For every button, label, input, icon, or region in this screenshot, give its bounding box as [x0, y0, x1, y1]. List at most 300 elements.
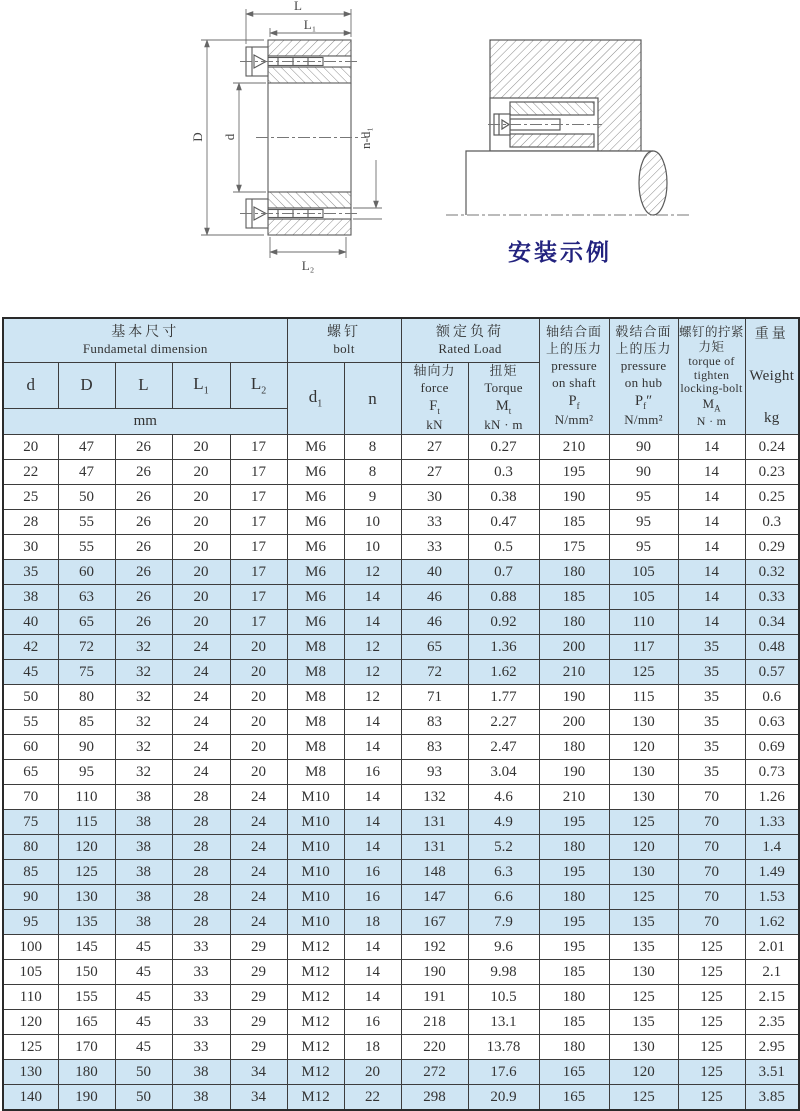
table-cell: 30 [3, 535, 58, 560]
table-cell: 38 [172, 1060, 230, 1085]
table-cell: 105 [3, 960, 58, 985]
table-cell: 2.1 [745, 960, 799, 985]
table-cell: 14 [344, 785, 401, 810]
table-cell: 105 [609, 560, 678, 585]
table-cell: 0.24 [745, 435, 799, 460]
table-cell: M6 [287, 560, 344, 585]
table-cell: 24 [230, 835, 287, 860]
table-cell: 46 [401, 610, 468, 635]
table-row [3, 635, 799, 660]
table-cell: 2.15 [745, 985, 799, 1010]
table-row [3, 560, 799, 585]
table-cell: 20.9 [468, 1085, 539, 1111]
table-cell: 65 [401, 635, 468, 660]
table-cell: 20 [172, 560, 230, 585]
table-cell: 20 [344, 1060, 401, 1085]
table-cell: 180 [58, 1060, 115, 1085]
table-cell: 131 [401, 810, 468, 835]
table-cell: 120 [58, 835, 115, 860]
table-row [3, 735, 799, 760]
table-cell: 20 [172, 535, 230, 560]
table-cell: 2.35 [745, 1010, 799, 1035]
table-cell: 16 [344, 885, 401, 910]
table-cell: 0.27 [468, 435, 539, 460]
header-bolt: 螺钉 bolt [287, 318, 401, 363]
table-cell: 185 [539, 510, 609, 535]
table-cell: 0.38 [468, 485, 539, 510]
table-cell: 14 [344, 985, 401, 1010]
table-cell: 29 [230, 1010, 287, 1035]
table-cell: 13.78 [468, 1035, 539, 1060]
table-cell: 192 [401, 935, 468, 960]
spec-table-container [2, 317, 798, 1111]
table-row [3, 885, 799, 910]
table-cell: 10 [344, 510, 401, 535]
table-cell: 120 [3, 1010, 58, 1035]
table-row [3, 535, 799, 560]
header-weight: 重量 Weight kg [745, 318, 799, 435]
table-cell: 120 [609, 835, 678, 860]
table-cell: M12 [287, 1010, 344, 1035]
table-cell: M12 [287, 960, 344, 985]
label-n-d1: n-d₁ [358, 127, 373, 149]
table-cell: 130 [609, 760, 678, 785]
table-cell: M6 [287, 485, 344, 510]
table-cell: 125 [58, 860, 115, 885]
table-cell: 135 [609, 1010, 678, 1035]
table-cell: 125 [609, 885, 678, 910]
table-cell: 22 [344, 1085, 401, 1111]
table-cell: 1.62 [468, 660, 539, 685]
table-cell: 45 [3, 660, 58, 685]
table-cell: 1.26 [745, 785, 799, 810]
col-D: D [58, 363, 115, 409]
table-cell: 1.36 [468, 635, 539, 660]
table-cell: 32 [115, 685, 172, 710]
col-d1: $d_1$ [287, 363, 344, 435]
table-cell: 130 [609, 960, 678, 985]
drawing-caption: 安装示例 [508, 240, 612, 265]
table-cell: 70 [678, 785, 745, 810]
table-cell: 55 [3, 710, 58, 735]
table-cell: 80 [58, 685, 115, 710]
table-cell: 38 [115, 910, 172, 935]
table-cell: 210 [539, 785, 609, 810]
header-pressure-on-hub: 毂结合面 上的压力 pressure on hub $P_f''$ N/mm² [609, 318, 678, 435]
table-cell: 180 [539, 985, 609, 1010]
table-cell: 14 [344, 810, 401, 835]
table-cell: 20 [172, 485, 230, 510]
table-cell: 180 [539, 735, 609, 760]
label-L2: L₂ [301, 258, 315, 273]
table-cell: 60 [3, 735, 58, 760]
table-cell: 14 [344, 735, 401, 760]
table-cell: 130 [58, 885, 115, 910]
table-cell: 22 [3, 460, 58, 485]
table-cell: 0.69 [745, 735, 799, 760]
table-cell: 24 [172, 735, 230, 760]
table-cell: 117 [609, 635, 678, 660]
table-cell: M8 [287, 760, 344, 785]
table-cell: 26 [115, 460, 172, 485]
table-cell: 1.33 [745, 810, 799, 835]
table-cell: M6 [287, 535, 344, 560]
table-cell: 45 [115, 960, 172, 985]
table-cell: M10 [287, 785, 344, 810]
table-cell: 29 [230, 960, 287, 985]
drawing-installation-example [438, 8, 768, 276]
table-cell: 24 [230, 860, 287, 885]
table-cell: 135 [58, 910, 115, 935]
table-cell: 0.23 [745, 460, 799, 485]
table-cell: 130 [609, 860, 678, 885]
table-cell: 14 [678, 535, 745, 560]
table-cell: 130 [609, 785, 678, 810]
table-cell: 0.34 [745, 610, 799, 635]
table-row [3, 685, 799, 710]
table-cell: 95 [609, 535, 678, 560]
table-cell: 75 [3, 810, 58, 835]
table-cell: 0.73 [745, 760, 799, 785]
table-cell: 40 [3, 610, 58, 635]
table-cell: 14 [678, 610, 745, 635]
table-cell: 110 [58, 785, 115, 810]
table-row [3, 510, 799, 535]
col-L1: $L_1$ [172, 363, 230, 409]
header-basic-dimension: 基本尺寸 Fundametal dimension [3, 318, 287, 363]
table-cell: M10 [287, 860, 344, 885]
table-cell: M8 [287, 710, 344, 735]
table-cell: 1.49 [745, 860, 799, 885]
table-cell: 16 [344, 1010, 401, 1035]
table-cell: 32 [115, 635, 172, 660]
table-cell: 17 [230, 560, 287, 585]
table-cell: 80 [3, 835, 58, 860]
table-cell: 42 [3, 635, 58, 660]
table-cell: 17 [230, 485, 287, 510]
table-cell: 140 [3, 1085, 58, 1111]
table-cell: 95 [609, 510, 678, 535]
col-d: d [3, 363, 58, 409]
table-cell: 38 [115, 860, 172, 885]
table-cell: 25 [3, 485, 58, 510]
table-cell: 93 [401, 760, 468, 785]
table-cell: 24 [230, 785, 287, 810]
table-cell: 29 [230, 1035, 287, 1060]
table-cell: 125 [678, 1010, 745, 1035]
table-cell: 45 [115, 935, 172, 960]
table-cell: 190 [401, 960, 468, 985]
table-cell: 125 [609, 810, 678, 835]
table-cell: M12 [287, 985, 344, 1010]
table-cell: 298 [401, 1085, 468, 1111]
table-cell: 6.3 [468, 860, 539, 885]
table-cell: M8 [287, 635, 344, 660]
table-cell: 90 [609, 435, 678, 460]
table-cell: 95 [58, 760, 115, 785]
table-cell: 0.32 [745, 560, 799, 585]
table-cell: 0.88 [468, 585, 539, 610]
table-cell: 125 [678, 985, 745, 1010]
table-cell: 2.01 [745, 935, 799, 960]
table-cell: 28 [172, 810, 230, 835]
table-cell: 0.25 [745, 485, 799, 510]
table-cell: 20 [3, 435, 58, 460]
table-cell: 27 [401, 435, 468, 460]
table-cell: 24 [230, 910, 287, 935]
table-cell: 200 [539, 710, 609, 735]
table-cell: 190 [539, 485, 609, 510]
table-cell: 8 [344, 460, 401, 485]
table-cell: 26 [115, 435, 172, 460]
table-cell: M8 [287, 735, 344, 760]
table-cell: 100 [3, 935, 58, 960]
table-cell: 125 [609, 985, 678, 1010]
table-cell: 14 [678, 460, 745, 485]
table-cell: 90 [58, 735, 115, 760]
table-cell: 20 [172, 435, 230, 460]
table-cell: 125 [609, 1085, 678, 1111]
table-cell: 0.33 [745, 585, 799, 610]
table-cell: 20 [230, 735, 287, 760]
table-cell: 95 [3, 910, 58, 935]
table-cell: 20 [172, 460, 230, 485]
table-row [3, 660, 799, 685]
table-cell: 14 [344, 585, 401, 610]
table-cell: M12 [287, 1060, 344, 1085]
table-cell: 131 [401, 835, 468, 860]
table-cell: M12 [287, 935, 344, 960]
table-cell: 130 [609, 1035, 678, 1060]
table-cell: 115 [609, 685, 678, 710]
table-cell: 24 [172, 660, 230, 685]
table-cell: 190 [539, 760, 609, 785]
table-cell: 0.92 [468, 610, 539, 635]
table-cell: 72 [401, 660, 468, 685]
label-D: D [190, 132, 205, 142]
unit-mm: mm [3, 408, 287, 434]
table-cell: 125 [678, 960, 745, 985]
table-cell: 35 [678, 635, 745, 660]
label-L: L [294, 0, 302, 13]
table-cell: 17 [230, 610, 287, 635]
table-cell: 185 [539, 960, 609, 985]
table-cell: M8 [287, 660, 344, 685]
table-cell: 20 [230, 635, 287, 660]
table-cell: 125 [678, 1035, 745, 1060]
spec-table-body [3, 435, 799, 1111]
table-cell: 3.04 [468, 760, 539, 785]
table-row [3, 1010, 799, 1035]
table-cell: 0.47 [468, 510, 539, 535]
table-cell: 34 [230, 1085, 287, 1111]
table-cell: M6 [287, 585, 344, 610]
table-cell: 24 [230, 810, 287, 835]
table-cell: 40 [401, 560, 468, 585]
table-cell: 2.95 [745, 1035, 799, 1060]
table-cell: 28 [172, 860, 230, 885]
table-cell: 75 [58, 660, 115, 685]
table-cell: 35 [678, 760, 745, 785]
table-cell: M12 [287, 1035, 344, 1060]
table-cell: 14 [344, 960, 401, 985]
table-cell: 0.29 [745, 535, 799, 560]
table-cell: 20 [172, 585, 230, 610]
table-cell: 12 [344, 635, 401, 660]
col-axial-force: 轴向力 force $F_t$ kN [401, 363, 468, 435]
table-cell: 95 [609, 485, 678, 510]
col-torque: 扭矩 Torque $M_t$ kN · m [468, 363, 539, 435]
table-cell: 32 [115, 735, 172, 760]
table-cell: 20 [230, 660, 287, 685]
table-cell: 18 [344, 1035, 401, 1060]
table-cell: 195 [539, 935, 609, 960]
table-cell: 1.62 [745, 910, 799, 935]
table-cell: 24 [172, 685, 230, 710]
table-cell: 17 [230, 460, 287, 485]
table-cell: 180 [539, 610, 609, 635]
table-cell: 148 [401, 860, 468, 885]
table-cell: 26 [115, 510, 172, 535]
table-cell: 32 [115, 710, 172, 735]
table-row [3, 935, 799, 960]
table-cell: 46 [401, 585, 468, 610]
table-cell: 70 [678, 885, 745, 910]
table-cell: 13.1 [468, 1010, 539, 1035]
table-cell: 29 [230, 985, 287, 1010]
table-cell: 38 [115, 810, 172, 835]
table-cell: 20 [172, 610, 230, 635]
table-cell: 165 [539, 1060, 609, 1085]
table-row [3, 760, 799, 785]
table-cell: 17 [230, 510, 287, 535]
table-cell: 195 [539, 910, 609, 935]
table-cell: 55 [58, 510, 115, 535]
col-L2: $L_2$ [230, 363, 287, 409]
table-cell: 33 [172, 1035, 230, 1060]
table-cell: 35 [678, 685, 745, 710]
table-cell: 125 [678, 935, 745, 960]
table-cell: 175 [539, 535, 609, 560]
table-row [3, 1085, 799, 1111]
table-cell: 90 [3, 885, 58, 910]
table-cell: 65 [58, 610, 115, 635]
drawing-cross-section [188, 0, 412, 290]
table-cell: 24 [172, 710, 230, 735]
table-cell: 12 [344, 660, 401, 685]
table-cell: 4.9 [468, 810, 539, 835]
table-cell: 2.27 [468, 710, 539, 735]
shaft [466, 151, 667, 215]
table-cell: 14 [678, 585, 745, 610]
table-row [3, 835, 799, 860]
table-cell: 6.6 [468, 885, 539, 910]
table-cell: M6 [287, 460, 344, 485]
table-cell: 24 [172, 760, 230, 785]
table-cell: 165 [539, 1085, 609, 1111]
table-cell: 16 [344, 760, 401, 785]
table-cell: 72 [58, 635, 115, 660]
table-cell: 135 [609, 935, 678, 960]
table-cell: 0.6 [745, 685, 799, 710]
table-cell: 28 [172, 785, 230, 810]
table-cell: 120 [609, 1060, 678, 1085]
table-cell: 210 [539, 435, 609, 460]
table-cell: 38 [115, 835, 172, 860]
table-cell: 70 [678, 810, 745, 835]
table-cell: 28 [172, 885, 230, 910]
table-cell: 170 [58, 1035, 115, 1060]
table-cell: 125 [609, 660, 678, 685]
table-cell: 24 [172, 635, 230, 660]
table-cell: 130 [3, 1060, 58, 1085]
table-cell: 110 [3, 985, 58, 1010]
hub-and-lock [490, 40, 641, 151]
table-row [3, 435, 799, 460]
header-pressure-on-shaft: 轴结合面 上的压力 pressure on shaft $P_f$ N/mm² [539, 318, 609, 435]
table-cell: 24 [230, 885, 287, 910]
table-cell: 28 [3, 510, 58, 535]
table-cell: 32 [115, 660, 172, 685]
table-cell: 2.47 [468, 735, 539, 760]
centerlines [240, 62, 366, 214]
table-cell: 55 [58, 535, 115, 560]
table-cell: 1.4 [745, 835, 799, 860]
table-cell: 18 [344, 910, 401, 935]
table-cell: 27 [401, 460, 468, 485]
table-cell: 14 [678, 435, 745, 460]
table-row [3, 860, 799, 885]
table-cell: 1.53 [745, 885, 799, 910]
table-cell: M6 [287, 610, 344, 635]
table-cell: 38 [172, 1085, 230, 1111]
table-cell: 38 [115, 885, 172, 910]
table-cell: M6 [287, 435, 344, 460]
table-cell: 45 [115, 1035, 172, 1060]
table-row [3, 985, 799, 1010]
table-cell: 125 [678, 1085, 745, 1111]
table-cell: 33 [172, 960, 230, 985]
table-cell: 4.6 [468, 785, 539, 810]
table-row [3, 460, 799, 485]
table-cell: 85 [3, 860, 58, 885]
table-cell: 7.9 [468, 910, 539, 935]
table-cell: 50 [115, 1060, 172, 1085]
table-cell: M10 [287, 835, 344, 860]
col-L: L [115, 363, 172, 409]
table-cell: 60 [58, 560, 115, 585]
table-cell: 1.77 [468, 685, 539, 710]
table-cell: 47 [58, 435, 115, 460]
table-cell: 0.7 [468, 560, 539, 585]
table-cell: 30 [401, 485, 468, 510]
table-cell: 145 [58, 935, 115, 960]
table-cell: 20 [172, 510, 230, 535]
table-cell: 191 [401, 985, 468, 1010]
table-cell: 26 [115, 585, 172, 610]
table-row [3, 1060, 799, 1085]
table-cell: 17.6 [468, 1060, 539, 1085]
table-cell: 9.6 [468, 935, 539, 960]
table-cell: 14 [344, 710, 401, 735]
table-cell: 28 [172, 910, 230, 935]
table-row [3, 610, 799, 635]
table-cell: 63 [58, 585, 115, 610]
table-cell: 0.5 [468, 535, 539, 560]
label-L1: L₁ [303, 17, 317, 32]
table-cell: 20 [230, 760, 287, 785]
table-cell: 220 [401, 1035, 468, 1060]
